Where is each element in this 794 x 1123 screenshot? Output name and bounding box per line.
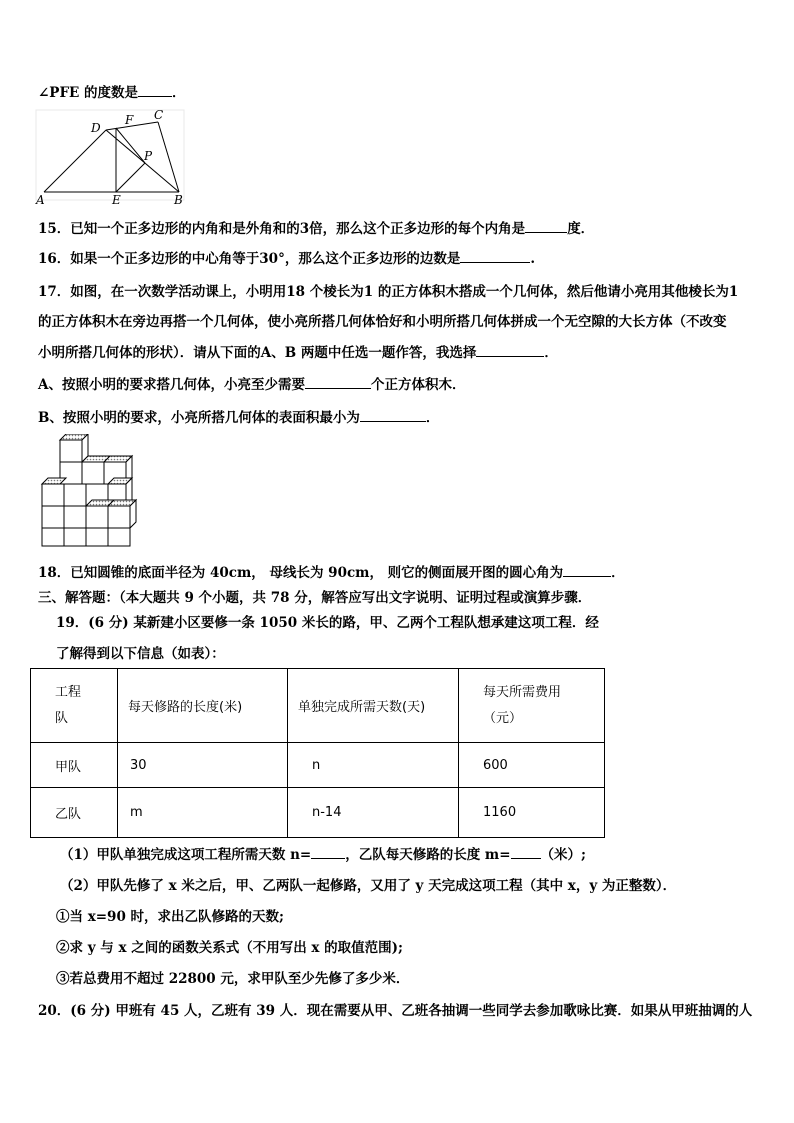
trapezoid-figure <box>34 108 194 208</box>
question-17-option-b: B、按照小明的要求，小亮所搭几何体的表面积最小为 ． <box>38 410 440 426</box>
label-d: D <box>91 121 101 135</box>
table-cell: n-14 <box>288 788 459 838</box>
table-row <box>31 743 605 788</box>
cube-stack-figure <box>38 434 142 550</box>
answer-blank <box>563 563 611 577</box>
table-header-cell: 每天修路的长度(米) <box>118 669 288 743</box>
answer-blank <box>460 249 530 263</box>
question-15: 15．已知一个正多边形的内角和是外角和的3倍，那么这个正多边形的每个内角是 度． <box>38 221 595 237</box>
cube-front-face <box>64 484 86 506</box>
question-19-line1: 19．(6 分) 某新建小区要修一条 1050 米长的路，甲、乙两个工程队想承建这项工程．经 <box>56 615 599 631</box>
answer-blank <box>360 408 426 422</box>
question-17-line1: 17．如图，在一次数学活动课上，小明用18 个棱长为1 的正方体积木搭成一个几何体，然后他请小亮用其他棱长为1 <box>38 284 739 300</box>
table-cell: n <box>288 743 459 788</box>
q14-tail: ∠PFE 的度数是 ． <box>38 85 186 101</box>
info-table <box>30 668 605 838</box>
segment-cb <box>158 122 179 192</box>
label-e: E <box>112 193 121 207</box>
cube-front-face <box>60 440 82 462</box>
question-19-sub2: ②求 y 与 x 之间的函数关系式（不用写出 x 的取值范围); <box>56 940 404 956</box>
cube-front-face <box>108 506 130 528</box>
table-cell: 600 <box>459 743 605 788</box>
question-19-part1: （1）甲队单独完成这项工程所需天数 n= ，乙队每天修路的长度 m= （米）; <box>60 847 587 863</box>
table-header-row <box>31 669 605 743</box>
table-header-cell: 单独完成所需天数(天) <box>288 669 459 743</box>
table-cell: 30 <box>118 743 288 788</box>
table-header-cell: 每天所需费用 （元） <box>459 669 605 743</box>
question-19-line2: 了解得到以下信息（如表）： <box>56 646 225 662</box>
label-a: A <box>36 193 45 207</box>
question-19-part2: （2）甲队先修了 x 米之后，甲、乙两队一起修路，又用了 y 天完成这项工程（其中 x，y 为正整数）． <box>60 878 677 894</box>
table-cell: 乙队 <box>31 788 118 838</box>
question-19-sub3: ③若总费用不超过 22800 元，求甲队至少先修了多少米． <box>56 971 410 987</box>
question-18: 18．已知圆锥的底面半径为 40cm， 母线长为 90cm， 则它的侧面展开图的圆心角为 ． <box>38 565 625 581</box>
label-b: B <box>174 193 183 207</box>
cube-front-face <box>42 506 64 528</box>
table-cell: 甲队 <box>31 743 118 788</box>
question-16: 16．如果一个正多边形的中心角等于30°，那么这个正多边形的边数是 . <box>38 251 536 267</box>
answer-blank <box>525 219 567 233</box>
answer-blank <box>311 845 345 859</box>
answer-blank <box>511 845 541 859</box>
table-cell: 1160 <box>459 788 605 838</box>
cube-front-face <box>86 506 108 528</box>
label-f: F <box>125 113 134 127</box>
segment-fp <box>116 128 145 163</box>
question-20: 20．(6 分) 甲班有 45 人，乙班有 39 人．现在需要从甲、乙班各抽调一些同学去参加歌咏比赛．如果从甲班抽调的人 <box>38 1003 753 1019</box>
answer-blank <box>138 83 172 97</box>
cube-front-face <box>64 506 86 528</box>
segment-db <box>106 130 179 192</box>
answer-blank <box>305 375 371 389</box>
question-17-line3: 小明所搭几何体的形状）．请从下面的A、B 两题中任选一题作答，我选择 ． <box>38 345 558 361</box>
answer-blank <box>476 343 544 357</box>
question-19-sub1: ①当 x=90 时，求出乙队修路的天数; <box>56 909 285 925</box>
section-3-heading: 三、解答题：（本大题共 9 个小题，共 78 分，解答应写出文字说明、证明过程或演算步骤． <box>38 590 592 606</box>
table-cell: m <box>118 788 288 838</box>
segment-ep <box>116 163 145 192</box>
label-c: C <box>154 108 164 122</box>
cube-front-face <box>42 484 64 506</box>
table-row <box>31 788 605 838</box>
question-17-option-a: A、按照小明的要求搭几何体，小亮至少需要 个正方体积木． <box>38 377 466 393</box>
question-17-line2: 的正方体积木在旁边再搭一个几何体，使小亮所搭几何体恰好和小明所搭几何体拼成一个无空隙的大长方体（不改变 <box>38 314 727 330</box>
table-header-cell: 工程 队 <box>31 669 118 743</box>
segment-ad <box>44 130 106 192</box>
label-p: P <box>144 149 153 163</box>
cube-front-face <box>82 462 104 484</box>
